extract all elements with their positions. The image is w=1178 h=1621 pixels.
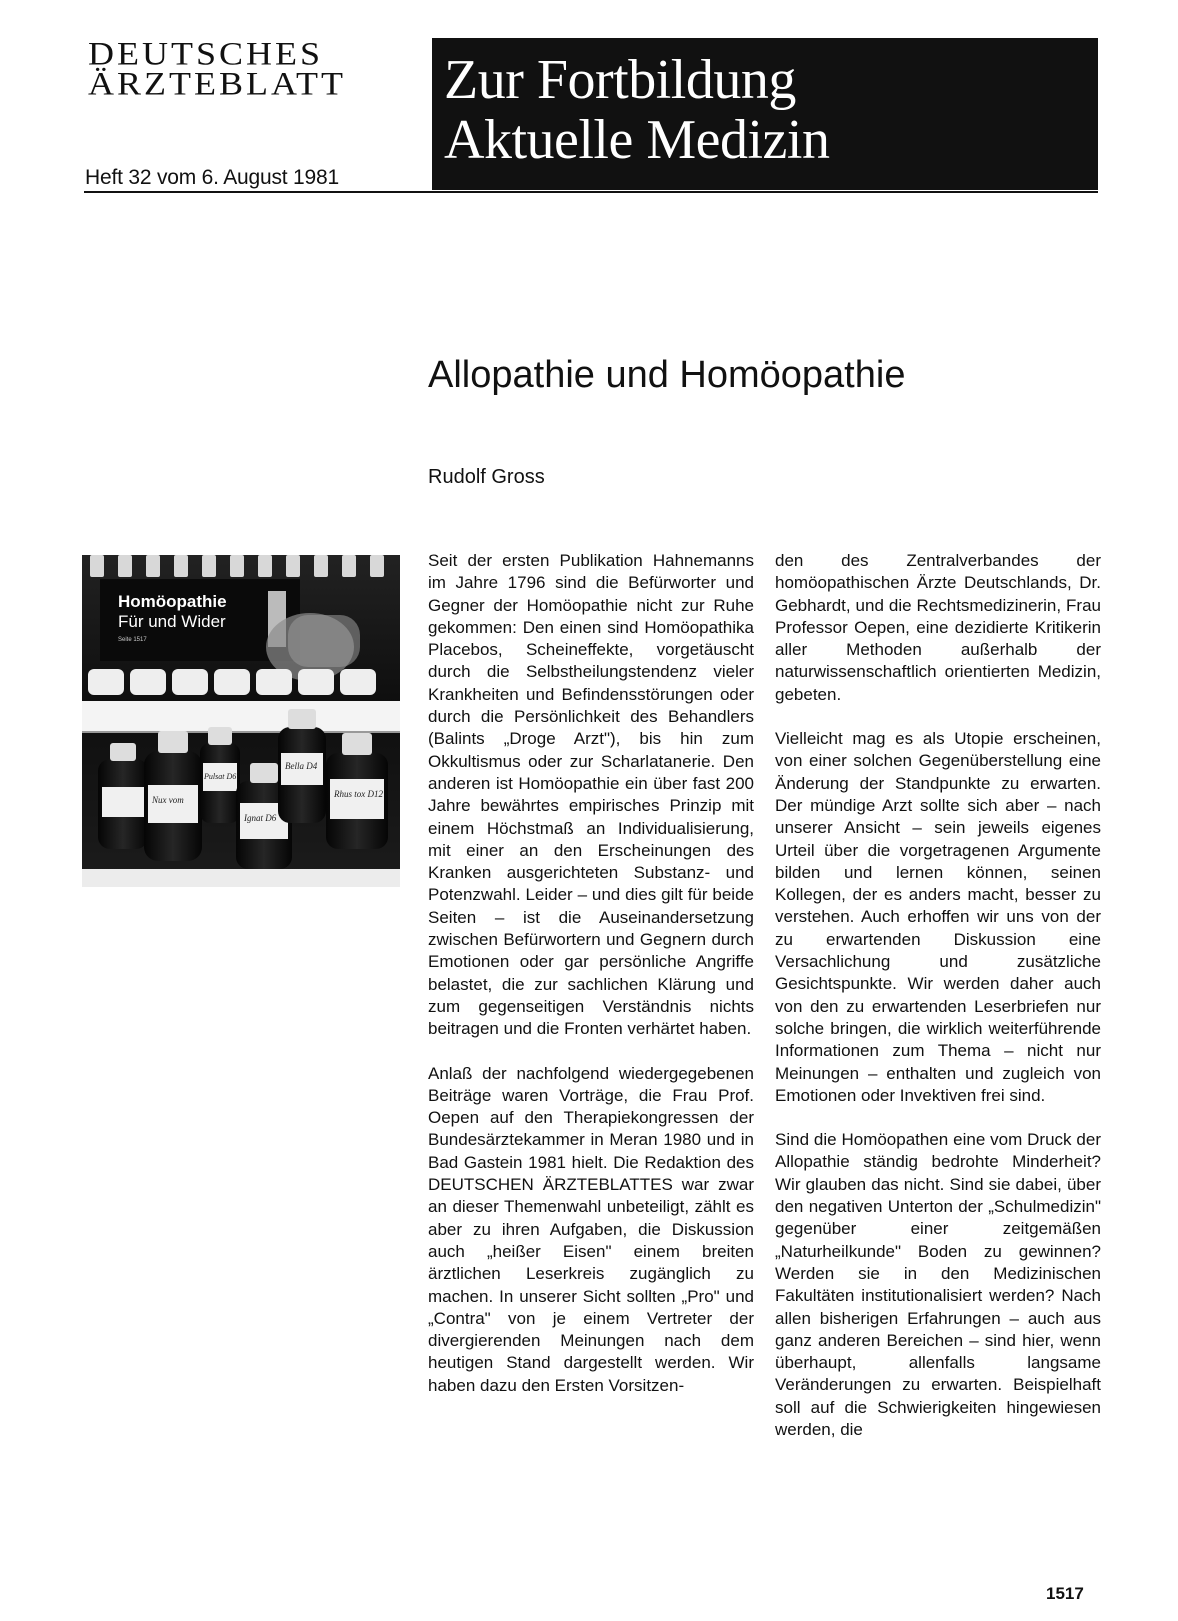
paragraph: Seit der ersten Publikation Hahnemanns im Jahre 1796 sind die Befürworter und Gegner der Homöopathie nicht zur Ruhe gekommen: Den einen sind Homöopathika Placebos, Scheineffekte, vorgetäuscht durch die Selbstheilungstendenz vieler Krankheiten und Befindensstörungen oder durch die Persönlichkeit des Behandlers (Balints „Droge Arzt"), bis hin zum Okkultismus oder zur Scharlatanerie. Den anderen ist Homöopathie ein über fast 200 Jahre bewährtes empirisches Prinzip mit einem Höchstmaß an Individualisierung, mit einer an den Erscheinungen des Kranken ausgerichteten Substanz- und Potenzwahl. Leider – und dies gilt für beide Seiten – ist die Auseinandersetzung zwischen Befürwortern und Gegnern durch Emotionen oder gar persönliche Angriffe belastet, die zur sachlichen Klärung und zum gegenseitigen Verständnis nichts beitragen und die Fronten verhärtet haben. <box>428 551 754 1039</box>
article-author: Rudolf Gross <box>428 466 545 488</box>
paragraph: Vielleicht mag es als Utopie erscheinen, von einer solchen Gegenüberstellung eine Änderung der Standpunkte zu erwarten. Der mündige Arzt sollte sich aber – nach unserer Ansicht – sein jeweils eigenes Urteil über die vorgetragenen Argumente bilden und lernen können, seinen Kollegen, der es anders macht, besser zu verstehen. Auch erhoffen wir uns von der zu erwartenden Diskussion eine Versachlichung und zusätzliche Gesichtspunkte. Wir werden daher auch von den zu erwartenden Leserbriefen nur solche bringen, die wirklich weiterführende Informationen zum Thema – nicht nur Meinungen – enthalten und zugleich von Emotionen oder Invektiven frei sind. <box>775 729 1101 1105</box>
section-banner <box>432 38 1098 190</box>
bottle-label-2: Pulsat D6 <box>204 772 237 781</box>
bottle-label-3: Ignat D6 <box>244 813 277 823</box>
masthead-logo <box>88 35 346 102</box>
bottle-label-5: Bella D4 <box>285 761 318 771</box>
page-number: 1517 <box>1046 1584 1084 1603</box>
photo-sign-subtitle: Für und Wider <box>118 612 226 631</box>
article-photo <box>82 555 400 887</box>
bottle-label-1: Nux vom <box>152 795 184 805</box>
section-title-line-1: Zur Fortbildung <box>444 49 796 111</box>
body-column-left <box>428 550 754 1419</box>
section-title-line-2: Aktuelle Medizin <box>444 109 830 171</box>
body-column-right <box>775 550 1101 1463</box>
paragraph: Sind die Homöopathen eine vom Druck der Allopathie ständig bedrohte Minderheit? Wir glauben das nicht. Sind sie dabei, über den negativen Unterton der „Schulmedizin" gegenüber einer zeitgemäßen „Naturheilkunde" Boden zu gewinnen? Werden sie in den Medizinischen Fakultäten institutionalisiert werden? Nach allen bisherigen Erfahrungen – auch aus ganz anderen Bereichen – sind hier, wenn überhaupt, allenfalls langsame Veränderungen zu erwarten. Beispielhaft soll auf die Schwierigkeiten hingewiesen werden, die <box>775 1130 1101 1439</box>
header-rule <box>84 191 1098 193</box>
paragraph: Anlaß der nachfolgend wiedergegebenen Beiträge waren Vorträge, die Frau Prof. Oepen auf den Therapiekongressen der Bundesärztekammer in Meran 1980 und in Bad Gastein 1981 hielt. Die Redaktion des DEUTSCHEN ÄRZTEBLATTES war zwar an dieser Themenwahl unbeteiligt, zählt es aber zu ihren Aufgaben, die Diskussion auch „heißer Eisen" einem breiten ärztlichen Leserkreis zugänglich zu machen. In unserer Sicht sollten „Pro" und „Contra" von je einem Vertreter der divergierenden Meinungen nach dem heutigen Stand dargestellt werden. Wir haben dazu den Ersten Vorsitzen- <box>428 1063 754 1395</box>
photo-sign-page: Seite 1517 <box>118 637 147 643</box>
photo-sign-title: Homöopathie <box>118 592 227 611</box>
masthead-line-1: DEUTSCHES <box>88 35 324 72</box>
paragraph: den des Zentralverbandes der homöopathischen Ärzte Deutschlands, Dr. Gebhardt, und die Rechtsmedizinerin, Frau Professor Oepen, eine dezidierte Kritikerin aller Methoden außerhalb der naturwissenschaftlich orientierten Medizin, gebeten. <box>775 551 1101 704</box>
issue-line: Heft 32 vom 6. August 1981 <box>85 166 339 189</box>
article-title: Allopathie und Homöopathie <box>428 354 906 396</box>
bottle-label-4: Rhus tox D12 <box>334 789 383 799</box>
photo-homeopathy-bottles-image <box>82 555 400 887</box>
masthead-line-2: ÄRZTEBLATT <box>88 65 346 102</box>
